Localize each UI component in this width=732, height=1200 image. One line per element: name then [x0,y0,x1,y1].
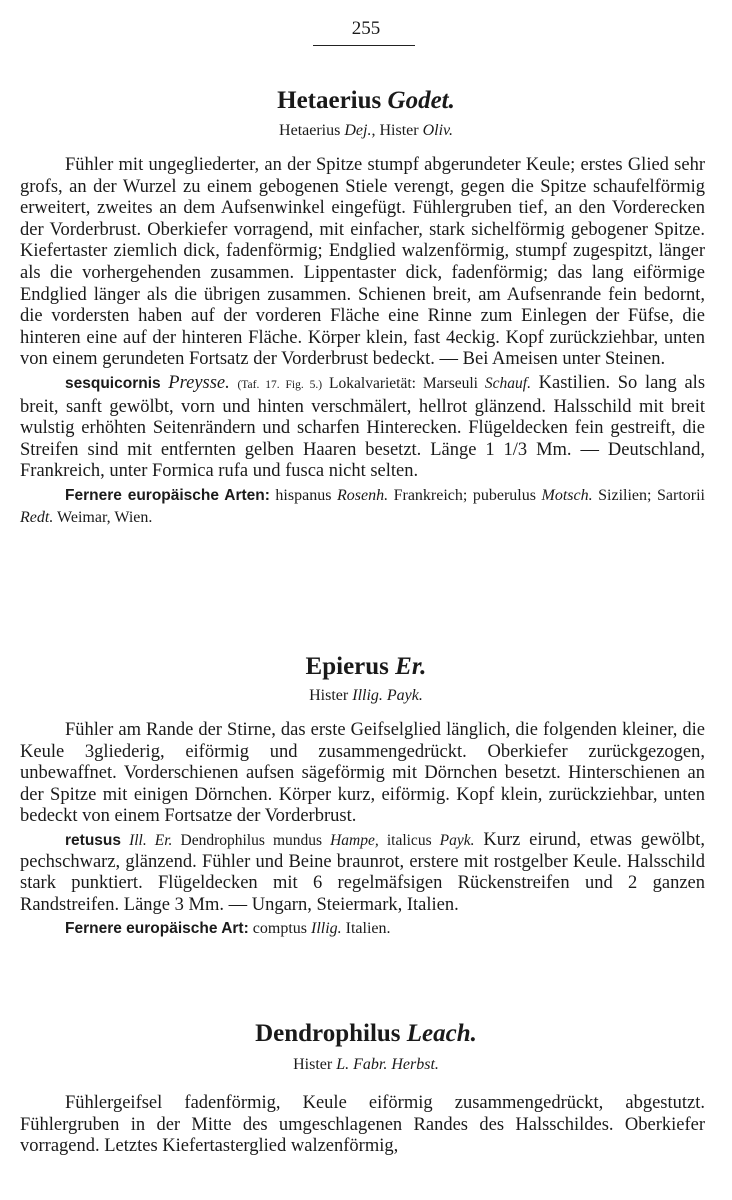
synonym: Dendrophilus mundus [172,831,331,849]
species-name: sesquicornis [65,374,161,392]
synonym: italicus [378,831,440,849]
genus-author: Er. [395,653,427,680]
synonym-author: Payk. [439,831,475,849]
other-species [20,485,705,528]
section-epierus-body [20,720,705,940]
species-name: Sizilien; Sartorii [592,486,705,504]
genus-name: Hetaerius [277,87,388,114]
header-rule [313,45,415,46]
genus-name: Epierus [305,653,396,680]
synonymy-dendrophilus [0,1054,732,1076]
synonym: Hister [309,687,353,704]
species-description: Kastilien. So lang als breit, sanft gewölbt, vorn und hinten verschmälert, hellrot glänzend. Halsschild mit breit wulstig erhöhten Seitenrändern und scharfen Hinterecken. Flügeldecken fein gestreift, die Streifen sind mit entfernten gelben Haaren besetzt. Länge 1 1/3 Mm. — Deutschland, Frankreich, unter Formica rufa und fusca nicht selten. [20,372,706,482]
genus-author: Godet. [387,87,455,114]
genus-heading-dendrophilus [0,1019,732,1049]
variety-text: Lokalvarietät: Marseuli [322,374,485,392]
other-species-label: Fernere europäische Art: [65,920,249,938]
synonymy-hetaerius [0,120,732,142]
genus-heading-epierus [0,652,732,682]
species-author: Motsch. [541,486,593,504]
synonymy-epierus [0,685,732,707]
species-name: Frankreich; puberulus [388,486,542,504]
genus-description: Fühler mit ungegliederter, an der Spitze stumpf abgerundeter Keule; erstes Glied sehr grofs, an der Wurzel zu einem gebogenen Stiele verengt, gegen die Spitze schaufelförmig erweitert, zweites an dem Aufsenwinkel eingefügt. Fühlergruben tief, an den Vorderecken der Vorderbrust. Oberkiefer vorragend, mit einfacher, stark sichelförmig gebogener Spitze. Kiefertaster ziemlich dick, fadenförmig; Endglied walzenförmig, stumpf zugespitzt, länger als die vorhergehenden zusammen. Lippentaster dick, fadenförmig; das lang eiförmige Endglied länger als die übrigen zusammen. Schienen breit, am Aufsenrande fein bedornt, die vordersten haben auf der vorderen Fläche eine Rinne zum Einlegen der Füfse, die hinteren eine auf der hinteren Fläche. Körper klein, fast 4eckig. Kopf zurückziehbar, unten von einem gerundeten Fortsatz der Vorderbrust bedeckt. — Bei Ameisen unter Steinen. [20,155,705,370]
synonym-author: Illig. Payk. [352,687,423,704]
other-species-label: Fernere europäische Arten: [65,486,270,504]
species-name: hispanus [269,486,337,504]
synonym-author: L. Fabr. Herbst. [336,1056,439,1073]
species-entry-retusus [20,830,705,916]
section-dendrophilus-body [20,1093,705,1158]
species-name: comptus [248,920,311,938]
species-name: retusus [65,831,121,849]
species-description: Kurz eirund, etwas gewölbt, pechschwarz, glänzend. Fühler und Beine braunrot, erstere mit rostgelber Keule. Halsschild stark punktiert. Flügeldecken mit 6 regelmäfsigen Rückenstreifen und 2 ganzen Randstreifen. Länge 3 Mm. — Ungarn, Steiermark, Italien. [20,829,706,915]
synonym: Hister [293,1056,337,1073]
species-entry-sesquicornis [20,373,705,483]
species-author: Preysse. [168,372,230,393]
locality: Weimar, Wien. [53,508,153,526]
locality: Italien. [341,920,391,938]
synonym-author: Oliv. [422,122,453,139]
species-author: Illig. [310,920,342,938]
plate-reference: (Taf. 17. Fig. 5.) [237,378,323,391]
species-author: Redt. [20,508,54,526]
species-author: Ill. Er. [121,831,173,849]
genus-name: Dendrophilus [255,1020,407,1047]
other-species [20,918,705,940]
variety-author: Schauf. [484,374,531,392]
genus-description: Fühler am Rande der Stirne, das erste Geifselglied länglich, die folgenden kleiner, die Keule 3gliederig, eiförmig und zusammengedrückt. Oberkiefer zurückgezogen, unbewaffnet. Vorderschienen aufsen sägeförmig mit Dörnchen besetzt. Hinterschienen an der Spitze mit einigen Dörnchen. Körper kurz, eiförmig. Kopf klein, zurückziehbar, unten bedeckt von einem Fortsatze der Vorderbrust. [20,720,705,827]
page-number: 255 [351,18,381,39]
synonym: , Hister [371,122,423,139]
synonym-author: Dej. [344,122,372,139]
synonym: Hetaerius [279,122,345,139]
synonym-author: Hampe, [330,831,379,849]
genus-description: Fühlergeifsel fadenförmig, Keule eiförmig zusammengedrückt, abgestutzt. Fühlergruben in der Mitte des umgeschlagenen Randes des Halsschildes. Oberkiefer vorragend. Letztes Kiefertasterglied walzenförmig, [20,1093,705,1157]
genus-heading-hetaerius [0,86,732,116]
section-hetaerius-body [20,155,705,528]
genus-author: Leach. [406,1020,477,1047]
species-author: Rosenh. [336,486,389,504]
